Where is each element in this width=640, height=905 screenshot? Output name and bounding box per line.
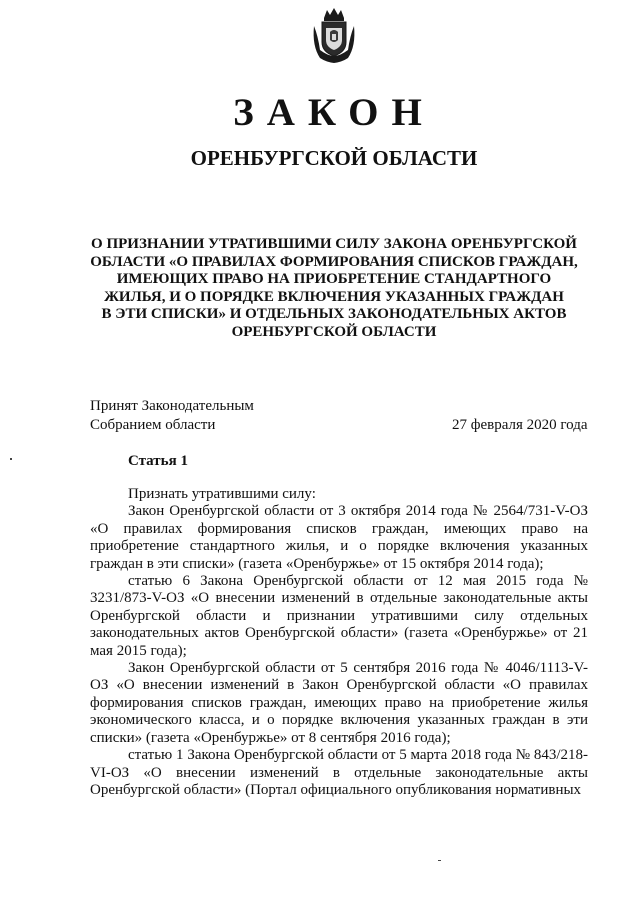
article-heading: Статья 1: [128, 453, 188, 469]
law-title: ЗАКОН: [233, 91, 435, 134]
document-heading: [60, 236, 608, 341]
adopted-by-line: Принят Законодательным: [90, 398, 254, 414]
article-paragraph: статью 6 Закона Оренбургской области от 12 мая 2015 года № 3231/873-V-ОЗ «О внесении изменений в отдельные законодательные акты Оренбургской области и признании утратившими силу отдельных законодательных актов Оренбургской области» (газета «Оренбуржье» от 21 мая 2015 года);: [90, 573, 588, 659]
region-title: ОРЕНБУРГСКОЙ ОБЛАСТИ: [190, 146, 478, 170]
article-body: [90, 486, 588, 799]
coat-of-arms-emblem: [310, 6, 358, 64]
adopted-by-line: Собранием области: [90, 417, 216, 433]
adoption-date: 27 февраля 2020 года: [452, 417, 588, 433]
document-heading-line: ИМЕЮЩИХ ПРАВО НА ПРИОБРЕТЕНИЕ СТАНДАРТНОГО: [116, 271, 552, 287]
document-heading-line: В ЭТИ СПИСКИ» И ОТДЕЛЬНЫХ ЗАКОНОДАТЕЛЬНЫХ АКТОВ: [101, 306, 567, 322]
document-heading-line: ОБЛАСТИ «О ПРАВИЛАХ ФОРМИРОВАНИЯ СПИСКОВ ГРАЖДАН,: [90, 253, 578, 270]
article-paragraph: статью 1 Закона Оренбургской области от 5 марта 2018 года № 843/218-VI-ОЗ «О внесении изменений в отдельные законодательные акты Оренбургской области» (Портал официального опубликования нормативных: [90, 747, 588, 798]
document-heading-line: О ПРИЗНАНИИ УТРАТИВШИМИ СИЛУ ЗАКОНА ОРЕНБУРГСКОЙ: [91, 236, 577, 252]
article-paragraph: Закон Оренбургской области от 3 октября 2014 года № 2564/731-V-ОЗ «О правилах формирования списков граждан, имеющих право на приобретение стандартного жилья, и о порядке включения указанных граждан в эти списки» (газета «Оренбуржье» от 15 октября 2014 года);: [90, 503, 588, 572]
scan-speck: [438, 860, 441, 861]
document-heading-line: ЖИЛЬЯ, И О ПОРЯДКЕ ВКЛЮЧЕНИЯ УКАЗАННЫХ ГРАЖДАН: [104, 288, 564, 305]
document-heading-line: ОРЕНБУРГСКОЙ ОБЛАСТИ: [231, 323, 437, 340]
adopted-by-block: [90, 397, 254, 435]
scan-speck: [10, 458, 12, 460]
article-paragraph: Закон Оренбургской области от 5 сентября 2016 года № 4046/1113-V-ОЗ «О внесении изменений в Закон Оренбургской области «О правилах формирования списков граждан, имеющих право на приобретение жилья экономического класса, и о порядке включения указанных граждан в эти списки» (газета «Оренбуржье» от 8 сентября 2016 года);: [90, 660, 588, 746]
article-paragraph: Признать утратившими силу:: [128, 486, 316, 502]
